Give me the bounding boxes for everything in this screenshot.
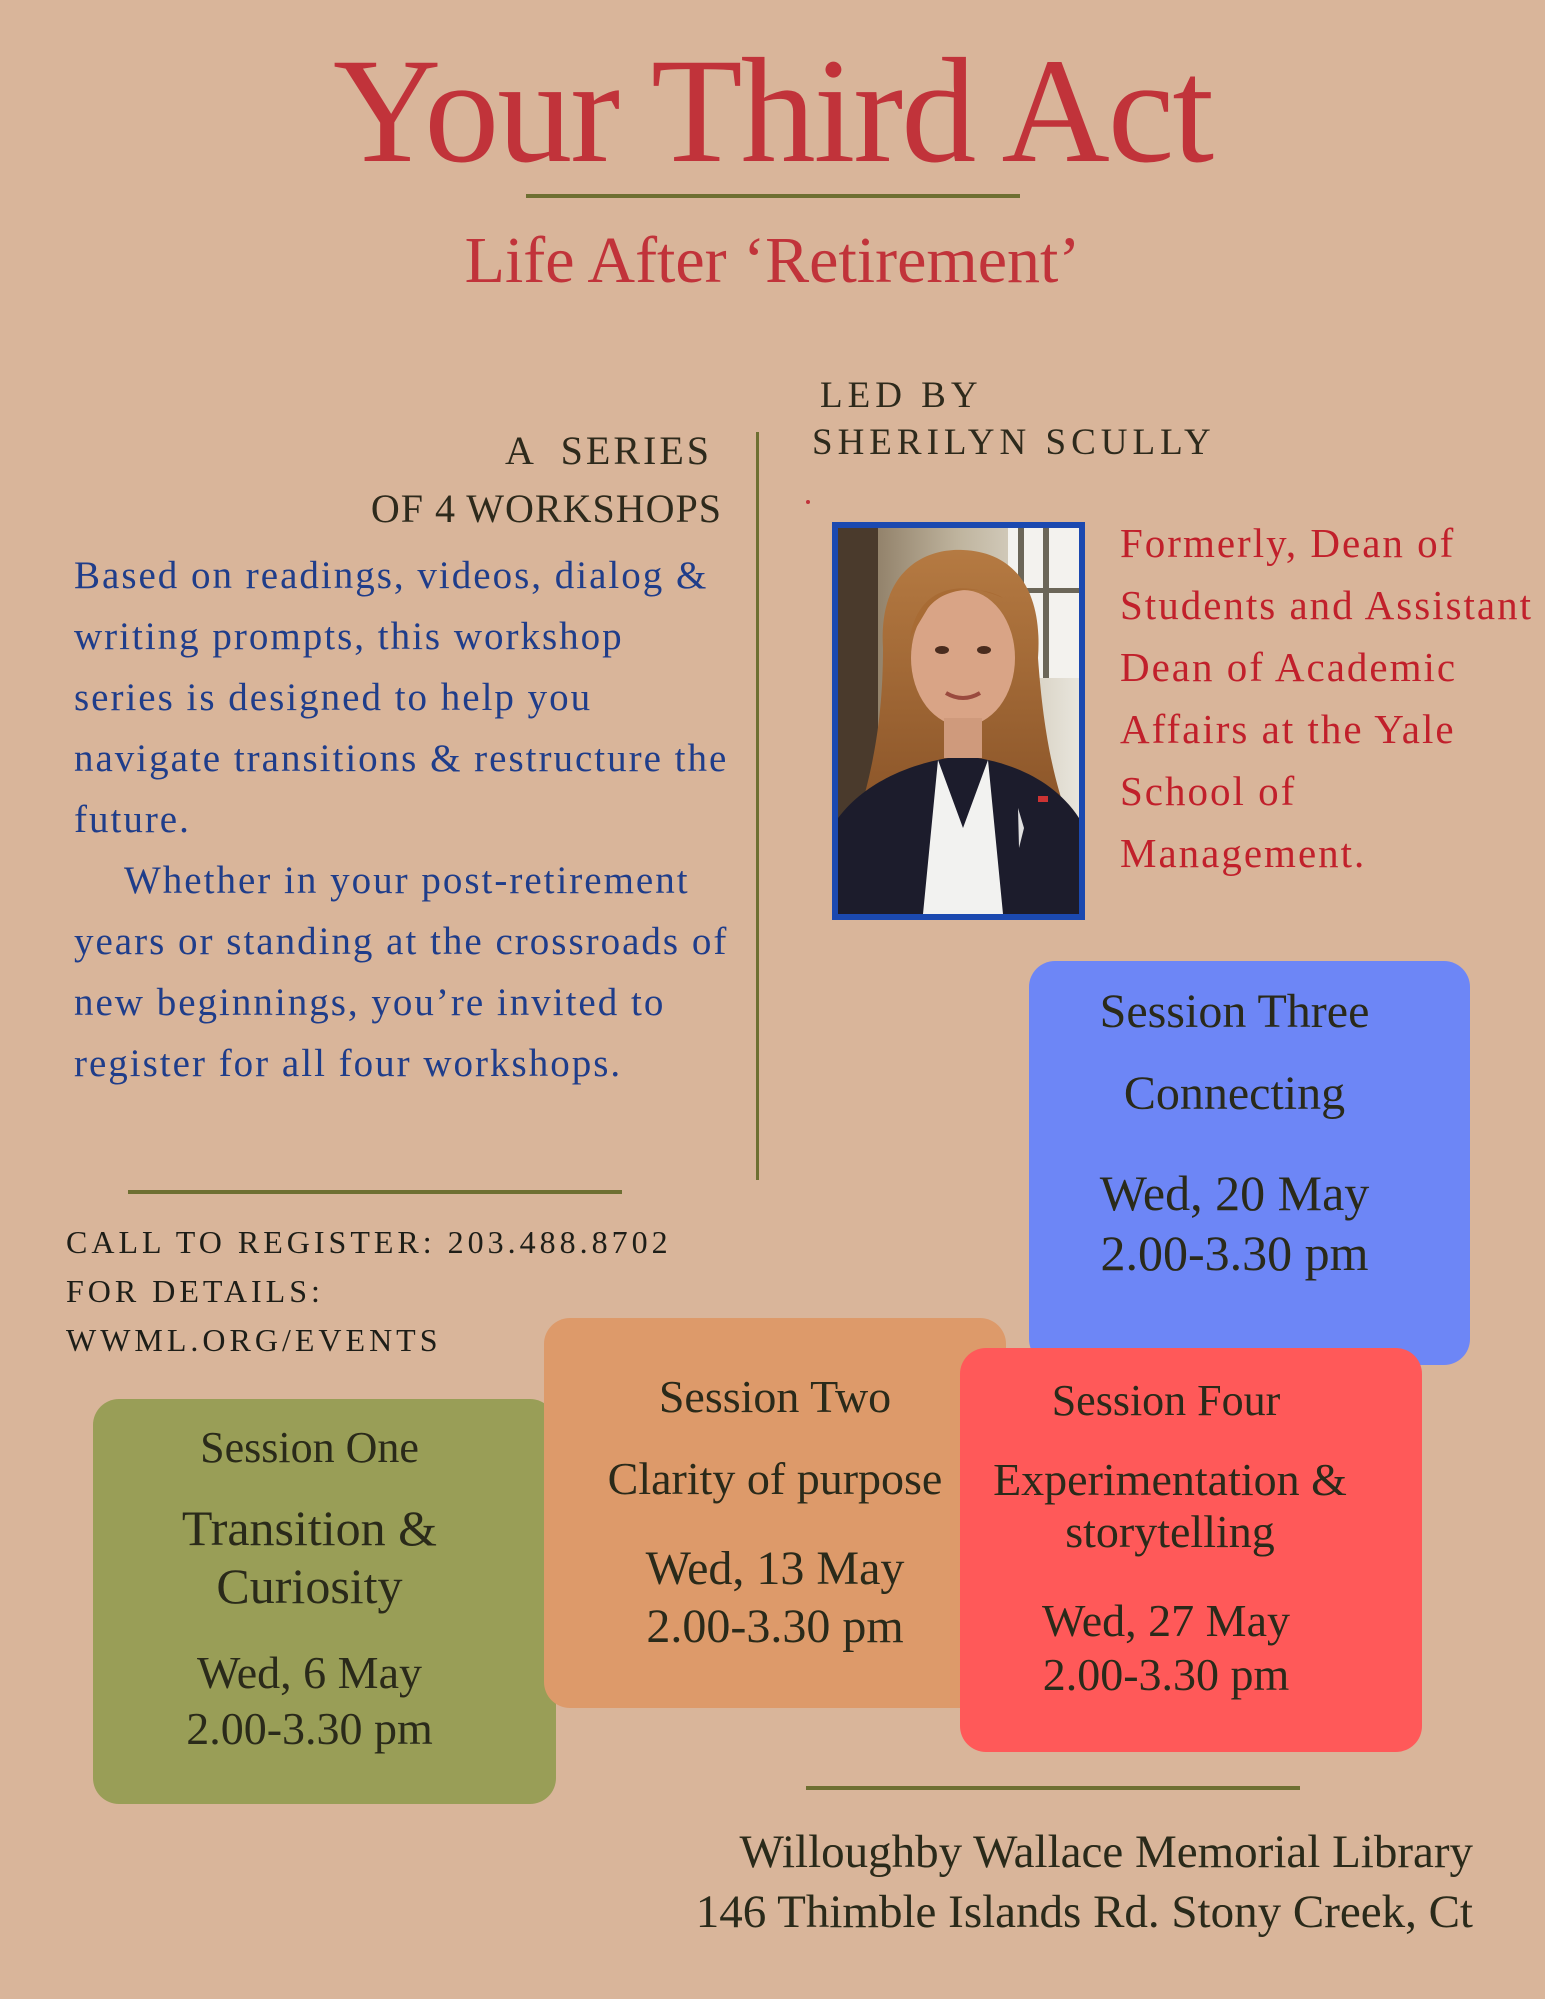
library-footer xyxy=(696,1822,1473,1942)
leader-bio: Formerly, Dean of Students and Assistant Dean of Academic Affairs at the Yale School of Management. xyxy=(1120,520,1534,876)
series-line-2: OF 4 WORKSHOPS xyxy=(370,486,722,531)
session-date: Wed, 6 May xyxy=(197,1647,422,1698)
session-topic: Connecting xyxy=(1123,1067,1346,1120)
session-topic: Transition & Curiosity xyxy=(181,1500,438,1614)
series-line-1: A SERIES xyxy=(504,428,712,473)
events-link[interactable]: WWML.ORG/EVENTS xyxy=(66,1322,442,1358)
left-divider xyxy=(128,1190,622,1194)
session-heading: Session Four xyxy=(1051,1376,1281,1425)
session-time: 2.00-3.30 pm xyxy=(646,1600,904,1653)
page-subtitle: Life After ‘Retirement’ xyxy=(464,224,1081,297)
session-heading: Session Three xyxy=(1099,985,1370,1038)
portrait-photo-icon xyxy=(838,528,1079,914)
session-three-card xyxy=(1029,961,1470,1365)
description-paragraph-2: Whether in your post-retirement years or standing at the crossroads of new beginnings, you’re invited to register for all four workshops. xyxy=(74,859,729,1085)
description-paragraph-1: Based on readings, videos, dialog & writing prompts, this workshop series is designed to help you navigate transitions & restructure the future. xyxy=(74,554,729,841)
details-label: FOR DETAILS: xyxy=(66,1273,324,1309)
session-time: 2.00-3.30 pm xyxy=(1042,1649,1290,1700)
workshop-description xyxy=(74,545,734,1094)
library-address: 146 Thimble Islands Rd. Stony Creek, Ct xyxy=(695,1886,1473,1938)
session-one-card xyxy=(93,1399,556,1804)
title-divider xyxy=(526,194,1020,198)
session-date: Wed, 13 May xyxy=(645,1542,905,1595)
session-time: 2.00-3.30 pm xyxy=(1100,1225,1369,1281)
led-by-label: LED BY xyxy=(820,375,983,416)
decorative-dot xyxy=(806,500,810,504)
leader-label xyxy=(812,372,1216,466)
leader-photo xyxy=(832,522,1085,920)
session-four-card xyxy=(960,1348,1422,1752)
session-date: Wed, 20 May xyxy=(1099,1165,1370,1221)
session-date: Wed, 27 May xyxy=(1042,1595,1290,1646)
footer-divider xyxy=(806,1786,1300,1790)
session-heading: Session Two xyxy=(658,1371,892,1422)
series-label xyxy=(371,422,722,538)
library-name: Willoughby Wallace Memorial Library xyxy=(739,1826,1473,1878)
session-topic: Experimentation & storytelling xyxy=(993,1454,1347,1557)
column-divider xyxy=(756,432,759,1180)
leader-name: SHERILYN SCULLY xyxy=(812,422,1216,463)
session-time: 2.00-3.30 pm xyxy=(186,1703,433,1754)
page-title: Your Third Act xyxy=(332,28,1213,194)
session-topic: Clarity of purpose xyxy=(607,1453,943,1504)
register-phone: CALL TO REGISTER: 203.488.8702 xyxy=(66,1224,672,1260)
session-heading: Session One xyxy=(200,1423,419,1472)
